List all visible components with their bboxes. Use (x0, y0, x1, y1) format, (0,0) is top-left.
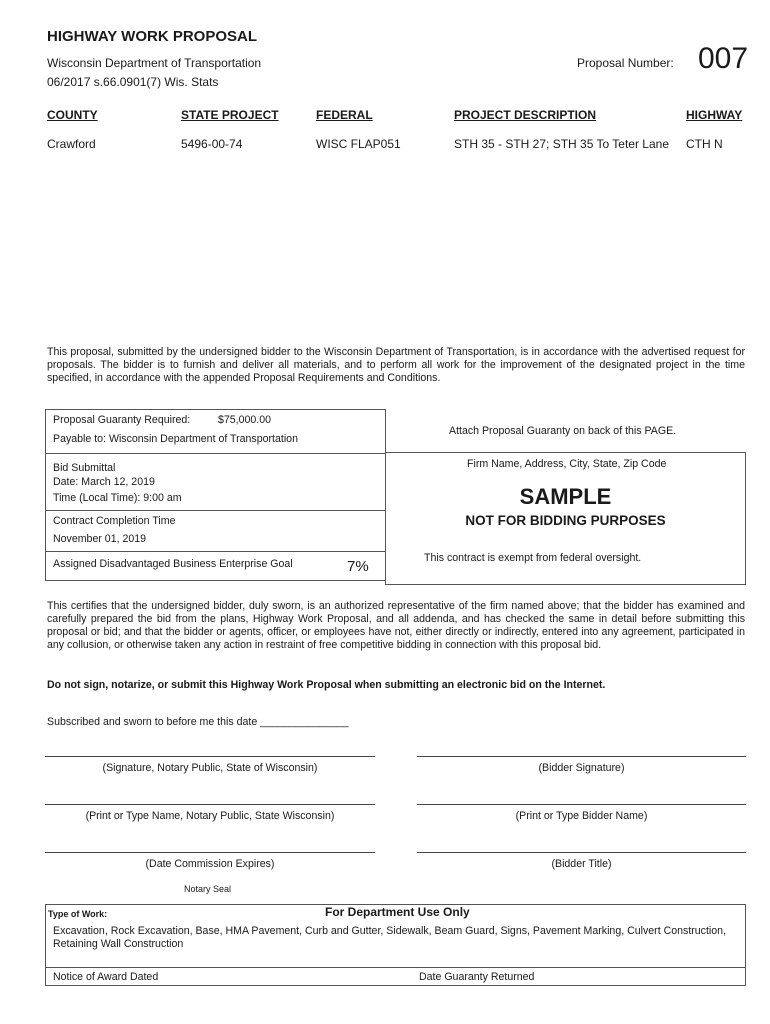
bidder-signature-line[interactable] (417, 756, 746, 757)
county-value: Crawford (47, 137, 96, 151)
proposal-number-label: Proposal Number: (577, 56, 674, 70)
guaranty-amount: $75,000.00 (218, 414, 272, 426)
form-reference: 06/2017 s.66.0901(7) Wis. Stats (47, 75, 219, 89)
proposal-number: 007 (698, 42, 749, 75)
page-title: HIGHWAY WORK PROPOSAL (47, 28, 258, 45)
certification-paragraph: This certifies that the undersigned bidder, duly sworn, is an authorized representative of the firm named above; that the bidder has examined and carefully prepared the bid from the plans, Highway Work Proposal, and all addenda, and has checked the same in detail before submitting this proposal or bid; and that the bidder or agents, officer, or employees have not, either directly or indirectly, entered into any agreement, participated in any collusion, or otherwise taken any action in restraint of free competitive bidding in connection with this proposal bid. (47, 600, 745, 651)
bidder-title-label: (Bidder Title) (551, 858, 612, 870)
payable-to: Payable to: Wisconsin Department of Transportation (53, 433, 298, 445)
bidder-name-label: (Print or Type Bidder Name) (515, 810, 648, 822)
notary-name-line[interactable] (45, 804, 375, 805)
notary-signature-line[interactable] (45, 756, 375, 757)
bid-submittal-time: Time (Local Time): 9:00 am (53, 492, 182, 504)
department-name: Wisconsin Department of Transportation (47, 56, 262, 70)
project-description-value: STH 35 - STH 27; STH 35 To Teter Lane (454, 137, 669, 151)
bid-submittal-date: Date: March 12, 2019 (53, 476, 155, 488)
exempt-note: This contract is exempt from federal oversight. (424, 552, 642, 564)
bidder-title-line[interactable] (417, 852, 746, 853)
notary-signature-label: (Signature, Notary Public, State of Wisconsin) (102, 762, 318, 774)
dbe-goal-label: Assigned Disadvantaged Business Enterprise Goal (53, 558, 293, 570)
bid-submittal-label: Bid Submittal (53, 462, 116, 474)
guaranty-required-label: Proposal Guaranty Required: (53, 414, 191, 426)
bidder-signature-label: (Bidder Signature) (538, 762, 625, 774)
notary-seal-label: Notary Seal (184, 884, 232, 894)
work-types-list: Excavation, Rock Excavation, Base, HMA Pavement, Curb and Gutter, Sidewalk, Beam Guard, Signs, Pavement Marking, Culvert Construction, Retaining Wall Construction (53, 925, 727, 950)
state-project-value: 5496-00-74 (181, 137, 243, 151)
county-header: COUNTY (47, 108, 98, 122)
state-project-header: STATE PROJECT (181, 108, 279, 122)
project-description-header: PROJECT DESCRIPTION (454, 108, 597, 122)
intro-paragraph: This proposal, submitted by the undersigned bidder to the Wisconsin Department of Transportation, is in accordance with the advertised request for proposals. The bidder is to furnish and deliver all materials, and to perform all work for the improvement of the designated project in the time specified, in accordance with the appended Proposal Requirements and Conditions. (47, 346, 745, 384)
bidder-name-line[interactable] (417, 804, 746, 805)
attach-guaranty-note: Attach Proposal Guaranty on back of this PAGE. (449, 425, 677, 437)
department-use-heading: For Department Use Only (325, 905, 470, 919)
highway-value: CTH N (686, 137, 723, 151)
dbe-goal-value: 7% (347, 558, 369, 575)
date-guaranty-returned-label: Date Guaranty Returned (419, 971, 535, 983)
commission-expires-label: (Date Commission Expires) (145, 858, 275, 870)
completion-date: November 01, 2019 (53, 533, 147, 545)
commission-expires-line[interactable] (45, 852, 375, 853)
type-of-work-label: Type of Work: (48, 909, 108, 919)
federal-header: FEDERAL (316, 108, 373, 122)
completion-label: Contract Completion Time (53, 515, 176, 527)
electronic-bid-notice: Do not sign, notarize, or submit this Highway Work Proposal when submitting an electronic bid on the Internet. (47, 679, 606, 691)
notary-name-label: (Print or Type Name, Notary Public, State Wisconsin) (85, 810, 335, 822)
federal-value: WISC FLAP051 (316, 137, 401, 151)
sample-watermark: SAMPLE (519, 484, 612, 509)
not-for-bidding-label: NOT FOR BIDDING PURPOSES (465, 513, 666, 528)
firm-label: Firm Name, Address, City, State, Zip Code (467, 458, 667, 470)
notice-of-award-label: Notice of Award Dated (53, 971, 159, 983)
sworn-statement: Subscribed and sworn to before me this date _______________ (47, 716, 349, 728)
highway-header: HIGHWAY (686, 108, 743, 122)
